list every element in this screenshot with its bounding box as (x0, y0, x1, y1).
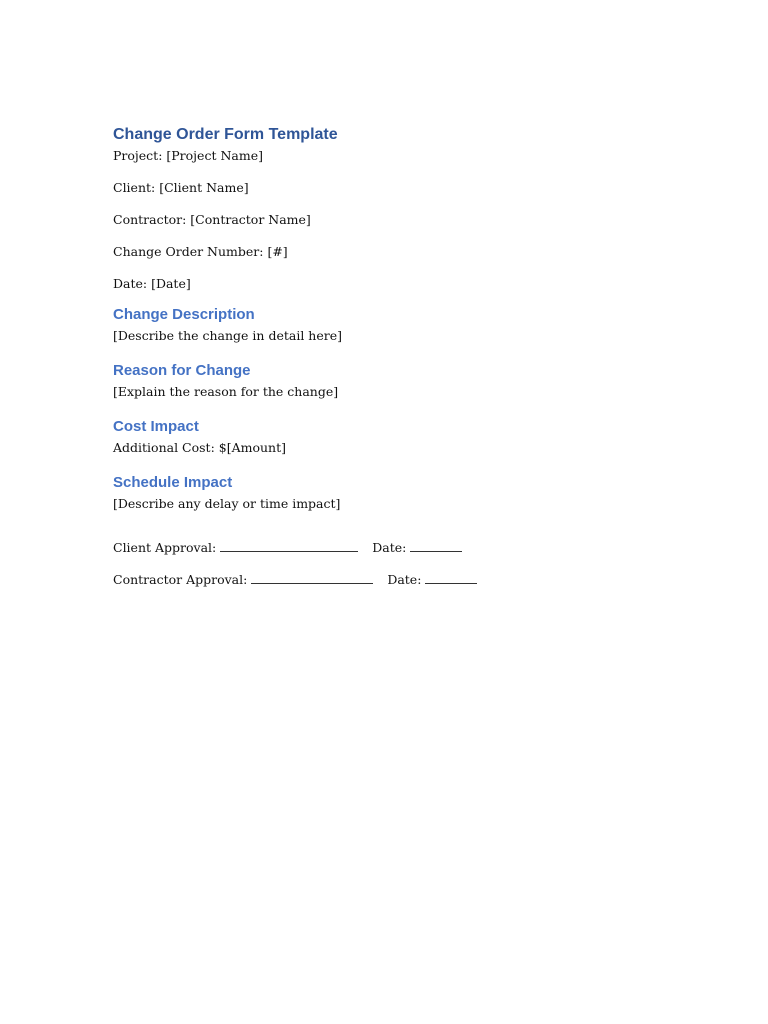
contractor-signature-blank (251, 571, 373, 584)
contractor-field: Contractor: [Contractor Name] (113, 212, 311, 227)
change-description-heading: Change Description (113, 306, 255, 323)
client-approval-label: Client Approval: (113, 540, 217, 555)
contractor-approval-label: Contractor Approval: (113, 572, 248, 587)
reason-for-change-heading: Reason for Change (113, 362, 251, 379)
project-field: Project: [Project Name] (113, 148, 263, 163)
client-approval-date-label: Date: (372, 540, 407, 555)
reason-for-change-body: [Explain the reason for the change] (113, 384, 339, 399)
document-title: Change Order Form Template (113, 126, 338, 143)
client-signature-blank (220, 539, 358, 552)
reason-for-change-section (113, 361, 673, 401)
contractor-approval-line (113, 571, 673, 589)
schedule-impact-section (113, 473, 673, 513)
cost-impact-section (113, 417, 673, 457)
client-date-blank (410, 539, 462, 552)
change-order-number-field: Change Order Number: [#] (113, 244, 288, 259)
change-description-section (113, 305, 673, 345)
client-approval-line (113, 539, 673, 557)
schedule-impact-body: [Describe any delay or time impact] (113, 496, 341, 511)
cost-impact-body: Additional Cost: $[Amount] (113, 440, 286, 455)
client-field: Client: [Client Name] (113, 180, 249, 195)
change-description-body: [Describe the change in detail here] (113, 328, 342, 343)
cost-impact-heading: Cost Impact (113, 418, 199, 435)
document-content (113, 124, 673, 603)
approvals-block (113, 539, 673, 589)
date-field: Date: [Date] (113, 276, 191, 291)
contractor-approval-date-label: Date: (387, 572, 422, 587)
contractor-date-blank (425, 571, 477, 584)
schedule-impact-heading: Schedule Impact (113, 474, 233, 491)
